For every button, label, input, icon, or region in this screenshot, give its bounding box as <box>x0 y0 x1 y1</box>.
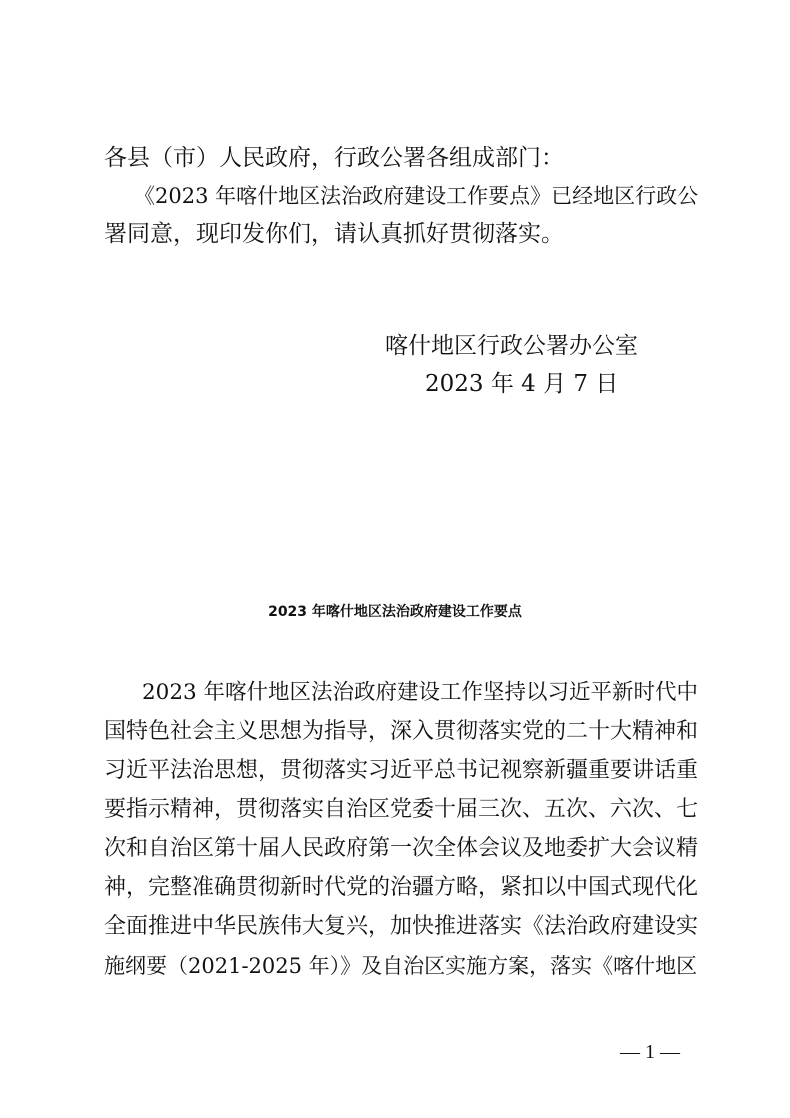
page-number: — 1 — <box>620 1041 680 1063</box>
notice-date: 2023 年 4 月 7 日 <box>425 371 619 397</box>
paragraph-line-8: 施纲要（2021-2025 年）》及自治区实施方案，落实《喀什地区 <box>104 954 698 978</box>
notice-addressee: 各县（市）人民政府，行政公署各组成部门： <box>104 145 564 171</box>
paragraph-line-2: 国特色社会主义思想为指导，深入贯彻落实党的二十大精神和 <box>104 719 699 744</box>
paragraph-line-1: 2023 年喀什地区法治政府建设工作坚持以习近平新时代中 <box>142 680 699 705</box>
paragraph-line-6: 神，完整准确贯彻新时代党的治疆方略，紧扣以中国式现代化 <box>104 875 699 900</box>
paragraph-line-4: 要指示精神，贯彻落实自治区党委十届三次、五次、六次、七 <box>104 797 699 822</box>
paragraph-line-7: 全面推进中华民族伟大复兴，加快推进落实《法治政府建设实 <box>104 914 699 939</box>
paragraph-line-3: 习近平法治思想，贯彻落实习近平总书记视察新疆重要讲话重 <box>104 758 699 783</box>
notice-body-line-2: 署同意，现印发你们，请认真抓好贯彻落实。 <box>104 221 564 247</box>
notice-body-line-1: 《2023 年喀什地区法治政府建设工作要点》已经地区行政公 <box>134 184 699 208</box>
paragraph-line-5: 次和自治区第十届人民政府第一次全体会议及地委扩大会议精 <box>104 836 699 861</box>
document-title: 2023 年喀什地区法治政府建设工作要点 <box>268 604 522 620</box>
notice-issuer: 喀什地区行政公署办公室 <box>385 333 638 359</box>
